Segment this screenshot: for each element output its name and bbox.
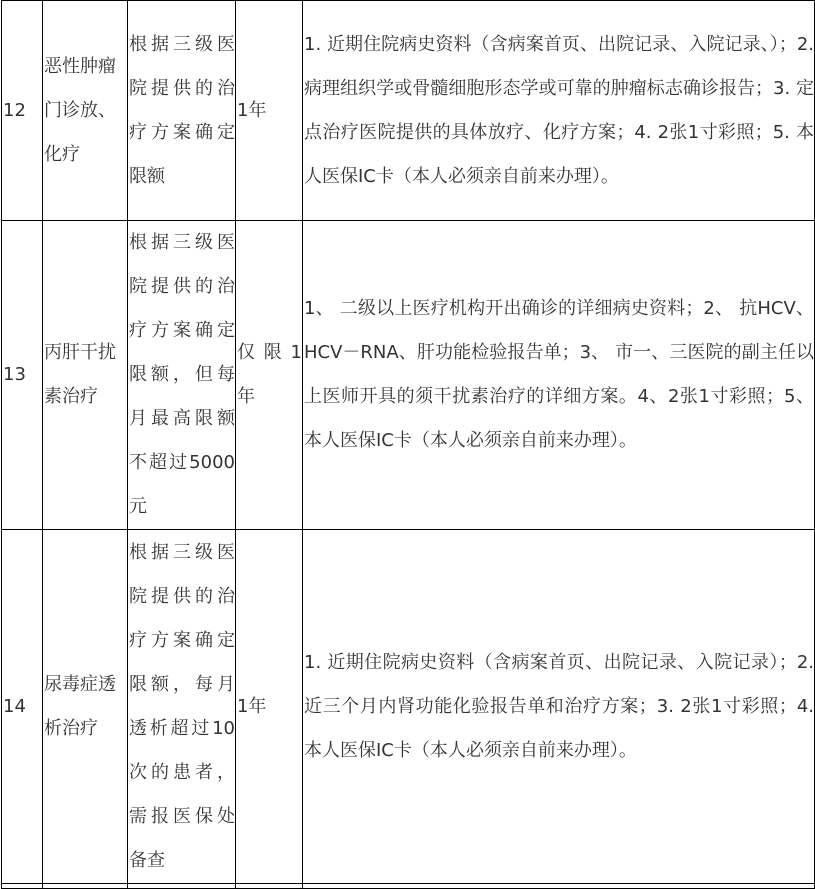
table-cell — [236, 884, 303, 889]
validity-period: 1年 — [236, 530, 303, 884]
table-row — [2, 221, 815, 530]
table-cell — [128, 884, 236, 889]
limit-standard: 根据三级医院提供的治疗方案确定限额，每月透析超过10次的患者，需报医保处备查 — [128, 530, 236, 884]
table-row — [2, 1, 815, 221]
table-cell — [43, 884, 128, 889]
table-cell — [303, 884, 815, 889]
required-materials: 1. 近期住院病史资料（含病案首页、出院记录、入院记录、）；2. 病理组织学或骨髓细胞形态学或可靠的肿瘤标志确诊报告；3. 定点治疗医院提供的具体放疗、化疗方案；4. 2张1寸彩照；5. 本人医保IC卡（本人必须亲自前来办理）。 — [303, 1, 815, 221]
limit-standard: 根据三级医院提供的治疗方案确定限额，但每月最高限额不超过5000元 — [128, 221, 236, 530]
row-number: 12 — [2, 1, 43, 221]
required-materials: 1、 二级以上医疗机构开出确诊的详细病史资料；2、 抗HCV、HCV－RNA、肝功能检验报告单；3、 市一、三医院的副主任以上医师开具的须干扰素治疗的详细方案。4、2张1寸彩照；5、本人医保IC卡（本人必须亲自前来办理）。 — [303, 221, 815, 530]
limit-standard: 根据三级医院提供的治疗方案确定限额 — [128, 1, 236, 221]
row-number: 14 — [2, 530, 43, 884]
required-materials: 1. 近期住院病史资料（含病案首页、出院记录、入院记录）；2. 近三个月内肾功能化验报告单和治疗方案；3. 2张1寸彩照；4. 本人医保IC卡（本人必须亲自前来办理）。 — [303, 530, 815, 884]
row-number: 13 — [2, 221, 43, 530]
validity-period: 1年 — [236, 1, 303, 221]
disease-item: 尿毒症透析治疗 — [43, 530, 128, 884]
table-row-cutoff — [2, 884, 815, 889]
disease-item: 丙肝干扰素治疗 — [43, 221, 128, 530]
policy-table — [1, 0, 815, 889]
validity-period: 仅限1年 — [236, 221, 303, 530]
table-cell — [2, 884, 43, 889]
table-row — [2, 530, 815, 884]
disease-item: 恶性肿瘤门诊放、化疗 — [43, 1, 128, 221]
